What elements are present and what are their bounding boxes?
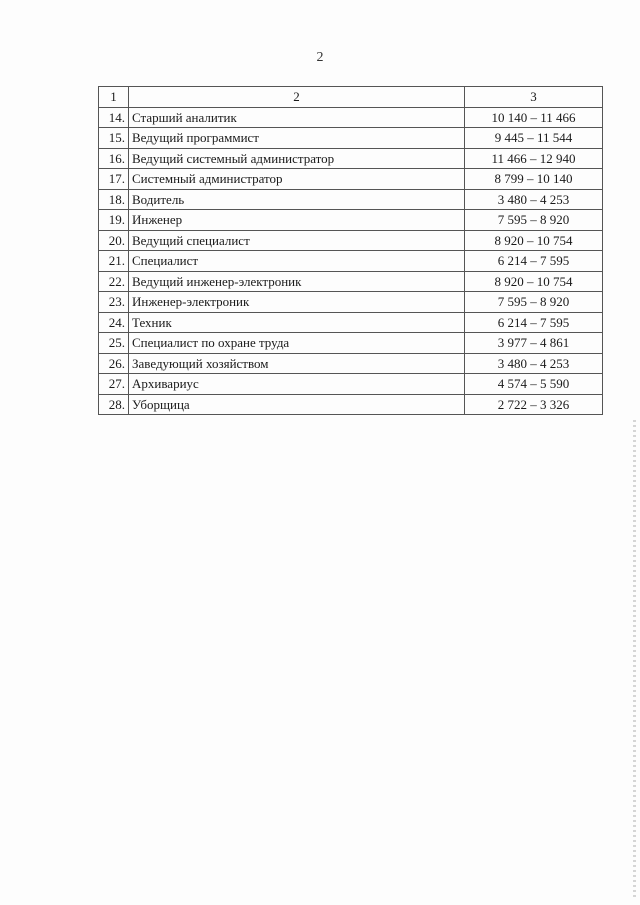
row-number: 21.: [99, 251, 129, 272]
header-row: [99, 87, 603, 108]
position-name: Ведущий специалист: [129, 230, 465, 251]
salary-range: 8 799 – 10 140: [465, 169, 603, 190]
table-row: [99, 353, 603, 374]
position-name: Заведующий хозяйством: [129, 353, 465, 374]
salary-range: 8 920 – 10 754: [465, 230, 603, 251]
table-row: [99, 374, 603, 395]
row-number: 16.: [99, 148, 129, 169]
table-row: [99, 333, 603, 354]
salary-range: 10 140 – 11 466: [465, 107, 603, 128]
salary-range: 2 722 – 3 326: [465, 394, 603, 415]
salary-range: 7 595 – 8 920: [465, 292, 603, 313]
salary-range: 3 977 – 4 861: [465, 333, 603, 354]
salary-range: 8 920 – 10 754: [465, 271, 603, 292]
page-number: 2: [316, 50, 324, 65]
row-number: 26.: [99, 353, 129, 374]
scan-artifact: [633, 420, 636, 900]
header-cell-number: 1: [99, 87, 129, 108]
table-row: [99, 251, 603, 272]
position-name: Водитель: [129, 189, 465, 210]
position-name: Инженер: [129, 210, 465, 231]
position-name: Уборщица: [129, 394, 465, 415]
table-row: [99, 292, 603, 313]
table-row: [99, 394, 603, 415]
table-row: [99, 128, 603, 149]
salary-range: 3 480 – 4 253: [465, 189, 603, 210]
salary-range: 6 214 – 7 595: [465, 251, 603, 272]
position-name: Специалист по охране труда: [129, 333, 465, 354]
row-number: 23.: [99, 292, 129, 313]
row-number: 24.: [99, 312, 129, 333]
salary-range: 4 574 – 5 590: [465, 374, 603, 395]
row-number: 19.: [99, 210, 129, 231]
position-name: Специалист: [129, 251, 465, 272]
row-number: 14.: [99, 107, 129, 128]
table-row: [99, 107, 603, 128]
position-name: Старший аналитик: [129, 107, 465, 128]
salary-range: 3 480 – 4 253: [465, 353, 603, 374]
position-name: Техник: [129, 312, 465, 333]
row-number: 17.: [99, 169, 129, 190]
salary-range: 11 466 – 12 940: [465, 148, 603, 169]
salary-range: 7 595 – 8 920: [465, 210, 603, 231]
header-cell-position: 2: [129, 87, 465, 108]
row-number: 28.: [99, 394, 129, 415]
table-row: [99, 189, 603, 210]
salary-range: 9 445 – 11 544: [465, 128, 603, 149]
row-number: 25.: [99, 333, 129, 354]
salary-range: 6 214 – 7 595: [465, 312, 603, 333]
row-number: 15.: [99, 128, 129, 149]
row-number: 18.: [99, 189, 129, 210]
header-cell-range: 3: [465, 87, 603, 108]
table-row: [99, 271, 603, 292]
row-number: 22.: [99, 271, 129, 292]
position-name: Ведущий системный администратор: [129, 148, 465, 169]
table-row: [99, 210, 603, 231]
table-row: [99, 169, 603, 190]
table-row: [99, 230, 603, 251]
row-number: 20.: [99, 230, 129, 251]
position-name: Архивариус: [129, 374, 465, 395]
position-name: Ведущий инженер-электроник: [129, 271, 465, 292]
table-row: [99, 312, 603, 333]
table-header: [99, 87, 603, 108]
salary-table: [98, 86, 603, 415]
table-row: [99, 148, 603, 169]
position-name: Ведущий программист: [129, 128, 465, 149]
row-number: 27.: [99, 374, 129, 395]
position-name: Инженер-электроник: [129, 292, 465, 313]
position-name: Системный администратор: [129, 169, 465, 190]
table-body: [99, 107, 603, 415]
